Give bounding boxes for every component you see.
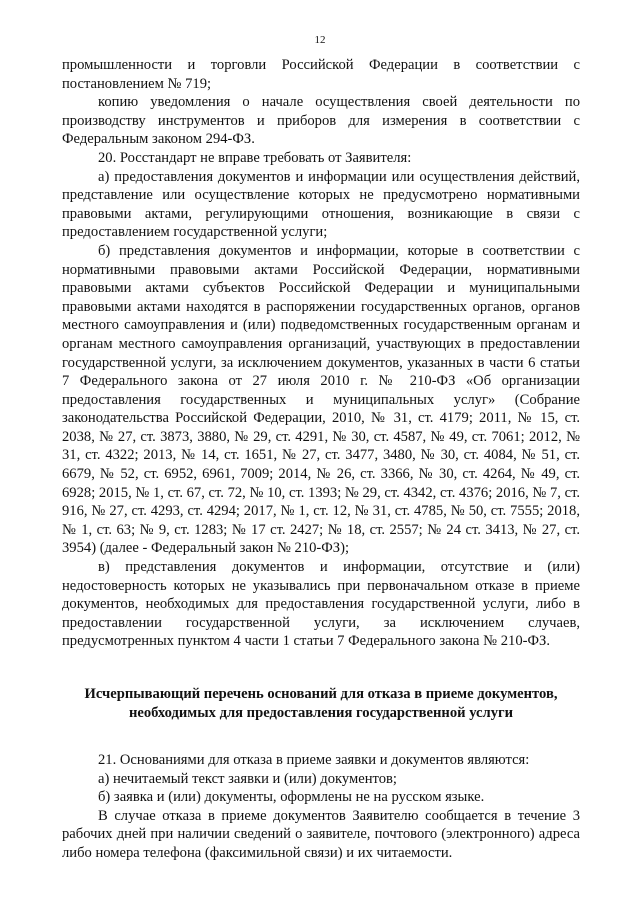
paragraph-item-20v: в) представления документов и информации, отсутствие и (или) недостоверность которых не указывались при первоначальном отказе в приеме документов, необходимых для предоставления государственной услуги, либо в предоставлении государственной услуги, за исключением случаев, предусмотренных пунктом 4 части 1 статьи 7 Федерального закона № 210-ФЗ. — [62, 559, 580, 650]
paragraph-item-20a: а) предоставления документов и информации или осуществления действий, представление или осуществление которых не предусмотрено нормативными правовыми актами, регулирующими отношения, возникающие в связи с предоставлением государственной услуги; — [62, 168, 580, 241]
paragraph-continuation: промышленности и торговли Российской Федерации в соответствии с постановлением № 719; — [62, 57, 580, 92]
document-body — [62, 56, 580, 863]
paragraph-item-21b: б) заявка и (или) документы, оформлены не на русском языке. — [98, 789, 485, 806]
paragraph-refusal-notice: В случае отказа в приеме документов Заявителю сообщается в течение 3 рабочих дней при наличии сведений о заявителе, почтового (электронного) адреса либо номера телефона (факсимильной связи) и их читаемости. — [62, 807, 580, 861]
paragraph-item-20b: б) представления документов и информации, которые в соответствии с нормативными правовыми актами Российской Федерации, нормативными правовыми актами субъектов Российской Федерации и муниципальными правовыми актами находятся в распоряжении государственных органов, органов местного самоуправления и (или) подведомственных государственным органам и органам местного самоуправления организаций, участвующих в предоставлении государственной услуги, за исключением документов, указанных в части 6 статьи 7 Федерального закона от 27 июля 2010 г. № 210-ФЗ «Об организации предоставления государственных и муниципальных услуг» (Собрание законодательства Российской Федерации, 2010, № 31, ст. 4179; 2011, № 15, ст. 2038, № 27, ст. 3873, 3880, № 29, ст. 4291, № 30, ст. 4587, № 49, ст. 7061; 2012, № 31, ст. 4322; 2013, № 14, ст. 1651, № 27, ст. 3477, 3480, № 30, ст. 4084, № 51, ст. 6679, № 52, ст. 6952, 6961, 7009; 2014, № 26, ст. 3366, № 30, ст. 4264, № 49, ст. 6928; 2015, № 1, ст. 67, ст. 72, № 10, ст. 1393; № 29, ст. 4342, ст. 4376; 2016, № 7, ст. 916, № 27, ст. 4293, ст. 4294; 2017, № 1, ст. 12, № 31, ст. 4785, № 50, ст. 7555; 2018, № 1, ст. 63; № 9, ст. 1283; № 17 ст. 2427; № 18, ст. 2557; № 24 ст. 3413, № 27, ст. 3954) (далее - Федеральный закон № 210-ФЗ); — [62, 242, 580, 557]
paragraph-item-20: 20. Росстандарт не вправе требовать от Заявителя: — [98, 149, 412, 166]
page-number: 12 — [314, 34, 326, 46]
paragraph-item-21a: а) нечитаемый текст заявки и (или) документов; — [98, 770, 397, 787]
paragraph-notification-copy: копию уведомления о начале осуществления своей деятельности по производству инструментов и приборов для измерения в соответствии с Федеральным законом 294-ФЗ. — [62, 94, 580, 148]
paragraph-item-21: 21. Основаниями для отказа в приеме заявки и документов являются: — [98, 752, 530, 768]
section-heading: Исчерпывающий перечень оснований для отказа в приеме документов, необходимых для предоставления государственной услуги — [84, 686, 558, 721]
